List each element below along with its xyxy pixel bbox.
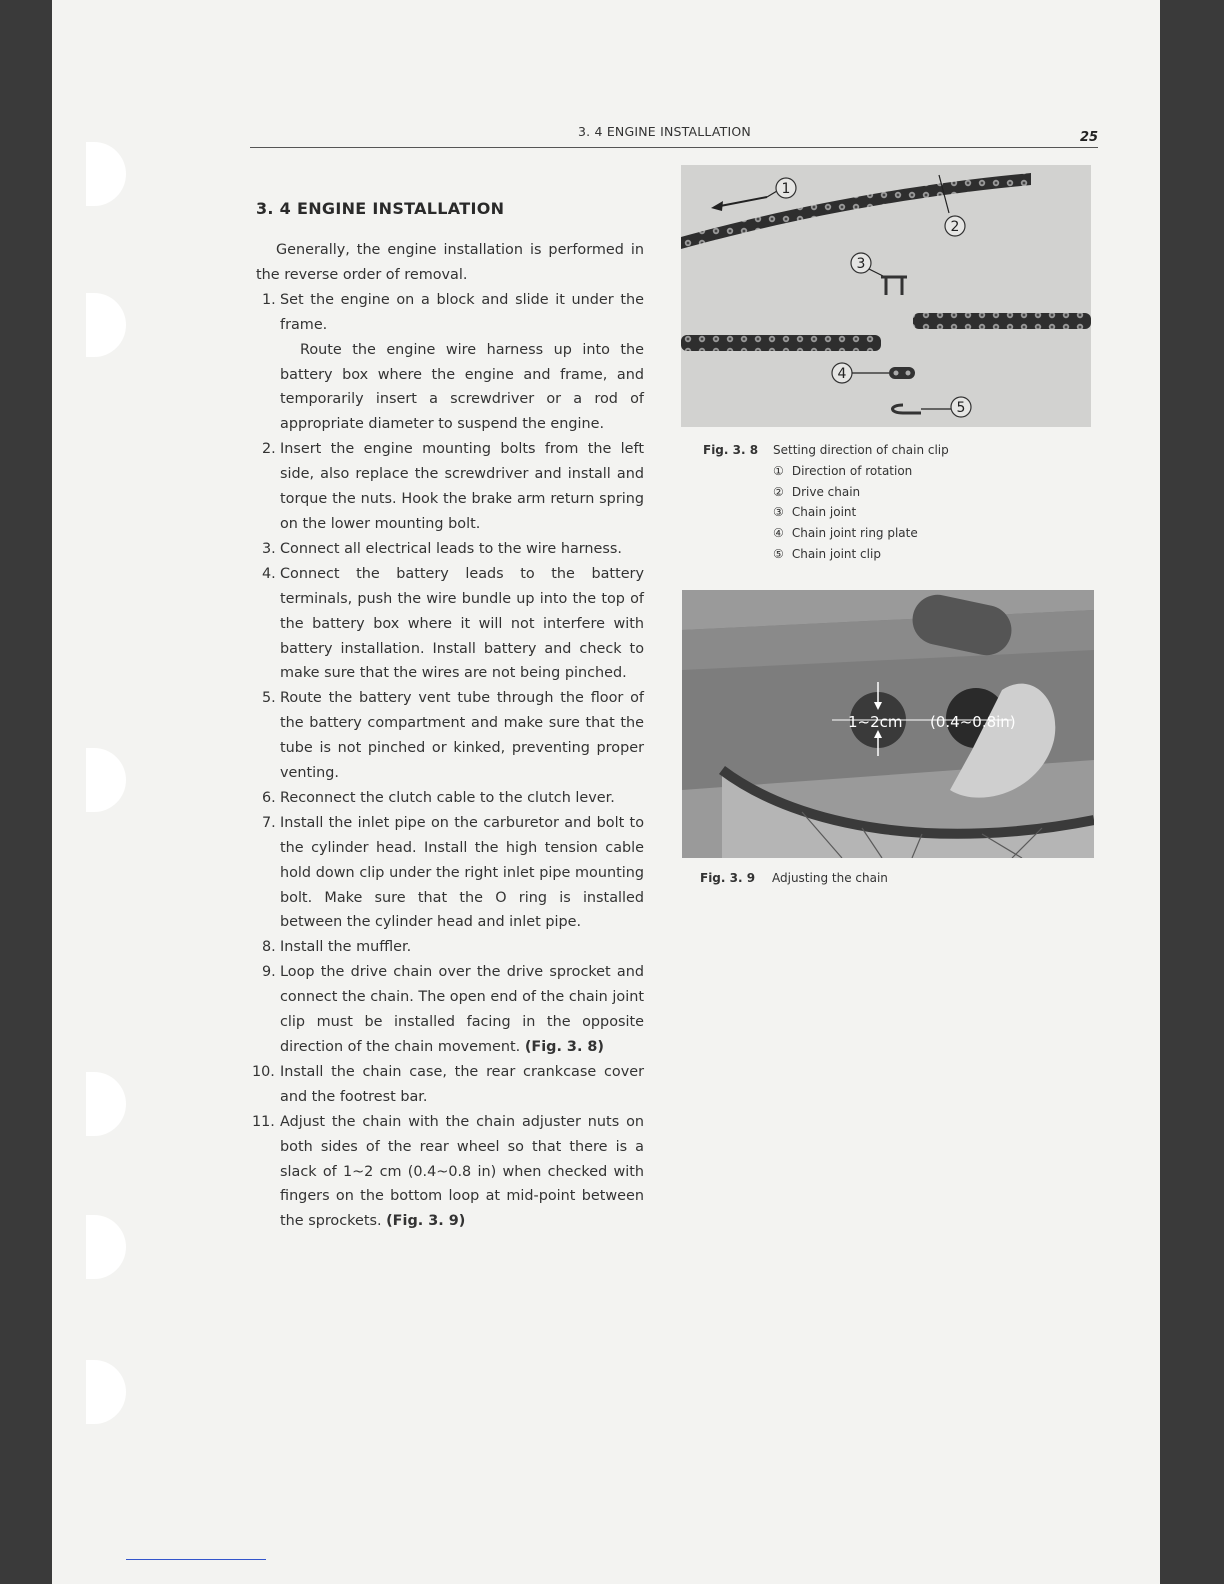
fig-3-9-label: Fig. 3. 9 — [700, 871, 756, 885]
chain-adjust-illustration — [682, 590, 1094, 858]
svg-text:3: 3 — [856, 256, 866, 272]
fig-3-8-reference: (Fig. 3. 8) — [524, 1039, 605, 1055]
intro-paragraph: Generally, the engine installation is performed in the reverse order of removal. — [256, 242, 644, 283]
punch-hole — [86, 1215, 126, 1279]
step-3: 3. Connect all electrical leads to the wire harness. — [262, 540, 622, 557]
slack-imperial-label: (0.4~0.8in) — [930, 713, 1016, 731]
rotation-arrowhead — [711, 201, 723, 211]
legend-item: ④ Chain joint ring plate — [773, 526, 918, 541]
step-11: 11. Adjust the chain with the chain adjuster nuts on both sides of the rear wheel so that there is a slack of 1~2 cm (0.4~0.8 in) when checked with fingers on the bottom loop at mid-point between the sprockets. (Fig. 3. 9) — [252, 1113, 644, 1230]
fig-3-9-title: Adjusting the chain — [772, 871, 888, 885]
svg-text:1: 1 — [781, 181, 791, 197]
step-4: 4. Connect the battery leads to the battery terminals, push the wire bundle up into the top of the battery box where it will not interfere with battery installation. Install battery and check to make sure that the wires are not being pinched. — [262, 565, 644, 682]
instructions-body — [252, 238, 644, 1234]
chain-clip-illustration — [681, 165, 1091, 427]
fig-3-8-legend — [773, 461, 949, 565]
fig-3-8-photo — [681, 165, 1091, 427]
fig-3-9-caption — [700, 871, 888, 885]
step-1-note: Route the engine wire harness up into the battery box where the engine and frame, and temporarily insert a screwdriver or a rod of appropriate diameter to suspend the engine. — [280, 341, 644, 433]
running-header: 3. 4 ENGINE INSTALLATION — [578, 124, 751, 139]
svg-text:5: 5 — [956, 400, 966, 416]
drive-chain-top — [681, 173, 1031, 249]
legend-item: ⑤ Chain joint clip — [773, 546, 881, 561]
fig-3-9-reference: (Fig. 3. 9) — [386, 1213, 466, 1230]
punch-hole — [86, 1072, 126, 1136]
fig-3-8-label: Fig. 3. 8 — [703, 443, 759, 457]
svg-text:2: 2 — [950, 219, 960, 235]
section-title: 3. 4 ENGINE INSTALLATION — [256, 199, 505, 218]
drive-chain-lower-right — [913, 313, 1091, 329]
step-5: 5. Route the battery vent tube through the floor of the battery compartment and make sure that the tube is not pinched or kinked, preventing proper venting. — [262, 690, 644, 782]
punch-hole — [86, 293, 126, 357]
step-8: 8. Install the muffler. — [262, 939, 412, 956]
punch-hole — [86, 1360, 126, 1424]
punch-hole — [86, 748, 126, 812]
punch-hole — [86, 142, 126, 206]
step-2: 2. Insert the engine mounting bolts from the left side, also replace the screwdriver and install and torque the nuts. Hook the brake arm return spring on the lower mounting bolt. — [262, 441, 644, 532]
header-rule — [250, 147, 1098, 148]
drive-chain-lower-left — [681, 335, 881, 351]
chain-joint-clip — [893, 405, 922, 413]
step-6: 6. Reconnect the clutch cable to the clutch lever. — [262, 789, 615, 806]
fig-3-8-title: Setting direction of chain clip — [773, 443, 949, 457]
step-1: 1. Set the engine on a block and slide it under the frame. — [262, 291, 644, 333]
svg-text:4: 4 — [837, 366, 847, 382]
chain-joint-ring-plate — [889, 367, 915, 379]
step-9: 9. Loop the drive chain over the drive sprocket and connect the chain. The open end of the chain joint clip must be installed facing in the opposite direction of the chain movement. (Fig. 3. 8) — [262, 964, 644, 1055]
slack-metric-label: 1~2cm — [848, 713, 903, 731]
fig-3-9-photo — [682, 590, 1094, 858]
fig-3-8-caption — [703, 440, 949, 565]
chain-joint — [881, 277, 907, 295]
legend-item: ③ Chain joint — [773, 505, 857, 520]
page-number: 25 — [1080, 130, 1099, 145]
legend-item: ② Drive chain — [773, 484, 861, 499]
legend-item: ① Direction of rotation — [773, 463, 913, 478]
step-10: 10. Install the chain case, the rear crankcase cover and the footrest bar. — [252, 1063, 644, 1105]
footer-line — [126, 1559, 266, 1560]
step-7: 7. Install the inlet pipe on the carburetor and bolt to the cylinder head. Install the high tension cable hold down clip under the right inlet pipe mounting bolt. Make sure that the O ring is installed between the cylinder head and inlet pipe. — [262, 814, 644, 931]
